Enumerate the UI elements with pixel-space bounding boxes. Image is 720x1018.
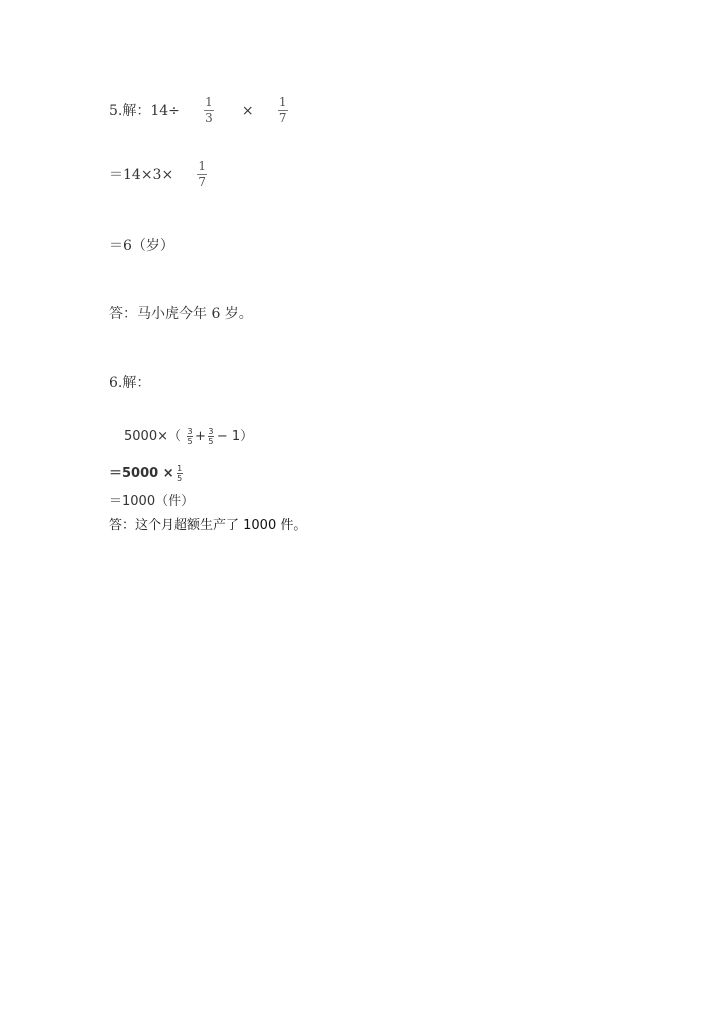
q5-line1: [109, 96, 288, 125]
q6-label: 6.解：: [109, 375, 151, 391]
q6-fraction-3-5-a: [187, 427, 193, 446]
q6-fraction-1-5: [177, 464, 183, 483]
q6-line3: [109, 494, 194, 510]
fraction-denominator: 5: [208, 437, 214, 446]
fraction-denominator: 5: [187, 437, 193, 446]
fraction-denominator: 5: [177, 474, 183, 483]
q6-answer: [109, 518, 306, 534]
q5-fraction-1-7-b: [197, 160, 207, 189]
q5-line2-prefix: ＝14×3×: [109, 166, 174, 183]
q6-fraction-3-5-b: [208, 427, 214, 446]
q5-fraction-1-3: [204, 96, 214, 125]
q6-line1-suffix: − 1）: [216, 428, 254, 444]
fraction-numerator: 1: [278, 95, 287, 109]
fraction-denominator: 7: [198, 175, 206, 189]
q6-label-line: [109, 375, 150, 391]
q5-label: 5.解：: [109, 102, 151, 119]
q6-result: ＝1000（件）: [109, 494, 195, 509]
q6-line1: [124, 427, 253, 446]
q5-result: ＝6（岁）: [109, 238, 174, 254]
q5-answer: [109, 306, 253, 322]
q5-line2: [109, 160, 207, 189]
fraction-denominator: 7: [278, 111, 287, 125]
q6-line2-prefix: ＝5000 ×: [109, 465, 174, 481]
q6-line1-prefix: 5000×（: [124, 428, 181, 444]
q5-line1-prefix: 14÷: [150, 102, 180, 119]
fraction-numerator: 1: [205, 95, 213, 109]
fraction-numerator: 1: [198, 159, 206, 173]
q6-plus-sign: +: [194, 428, 206, 444]
q5-fraction-1-7: [278, 96, 288, 125]
fraction-numerator: 3: [187, 427, 193, 436]
q6-line2: [109, 464, 183, 483]
fraction-numerator: 1: [177, 464, 183, 473]
q5-line3: [109, 238, 174, 254]
q6-answer-text: 答：这个月超额生产了 1000 件。: [109, 518, 307, 533]
fraction-denominator: 3: [205, 111, 213, 125]
fraction-numerator: 3: [208, 427, 214, 436]
q5-multiply-sign: ×: [241, 102, 254, 119]
q5-answer-text: 答：马小虎今年 6 岁。: [109, 306, 253, 322]
